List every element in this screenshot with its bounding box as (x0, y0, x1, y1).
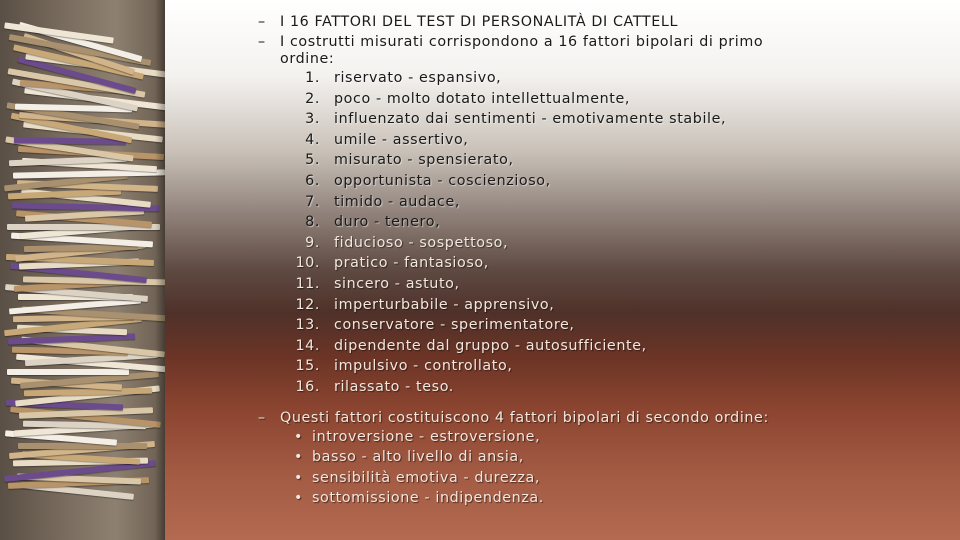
primary-factor-item (258, 253, 938, 274)
primary-factor-item (258, 295, 938, 316)
bullet-marker: • (294, 490, 304, 507)
primary-factor-item (258, 109, 938, 130)
factor-text: riservato - espansivo, (334, 70, 502, 86)
secondary-factor-list (258, 427, 938, 509)
dash-marker: – (258, 34, 266, 50)
factor-number: 11. (295, 275, 320, 292)
factor-number: 4. (305, 131, 320, 148)
factor-text: conservatore - sperimentatore, (334, 317, 575, 334)
primary-factor-item (258, 315, 938, 336)
heading-item-1 (258, 14, 938, 31)
factor-text: timido - audace, (334, 193, 461, 210)
primary-factor-item (258, 233, 938, 254)
paper-stack-photo (0, 0, 165, 540)
factor-text: fiducioso - sospettoso, (334, 234, 509, 251)
factor-number: 5. (305, 152, 320, 169)
factor-text: duro - tenero, (334, 214, 441, 231)
factor-number: 12. (295, 296, 320, 313)
factor-number: 16. (295, 378, 320, 395)
secondary-intro: Questi fattori costituiscono 4 fattori bipolari di secondo ordine: (280, 409, 769, 426)
factor-number: 1. (305, 70, 320, 86)
bullet-marker: • (294, 449, 304, 466)
primary-factor-item (258, 150, 938, 171)
secondary-factor-text: introversione - estroversione, (312, 428, 541, 445)
bullet-marker: • (294, 428, 304, 445)
slide-content (258, 14, 938, 509)
primary-factor-item (258, 356, 938, 377)
slide-title: I 16 FATTORI DEL TEST DI PERSONALITÀ DI CATTELL (280, 14, 679, 30)
primary-factor-item (258, 192, 938, 213)
factor-text: poco - molto dotato intellettualmente, (334, 90, 631, 107)
secondary-factor-item (258, 488, 938, 509)
factor-number: 8. (305, 214, 320, 231)
secondary-factor-item (258, 468, 938, 489)
secondary-factor-text: sottomissione - indipendenza. (312, 490, 544, 507)
factor-number: 10. (295, 255, 320, 272)
secondary-factor-text: basso - alto livello di ansia, (312, 449, 524, 466)
primary-factor-item (258, 377, 938, 398)
factor-number: 15. (295, 358, 320, 375)
factor-text: pratico - fantasioso, (334, 255, 489, 272)
factor-text: misurato - spensierato, (334, 152, 514, 169)
factor-text: dipendente dal gruppo - autosufficiente, (334, 337, 647, 354)
secondary-factor-item (258, 447, 938, 468)
primary-factor-list (258, 68, 938, 398)
factor-text: umile - assertivo, (334, 131, 469, 148)
dash-marker: – (258, 409, 266, 426)
primary-factor-item (258, 274, 938, 295)
bullet-marker: • (294, 469, 304, 486)
factor-text: influenzato dai sentimenti - emotivamente stabile, (334, 111, 727, 128)
factor-text: impulsivo - controllato, (334, 358, 513, 375)
factor-text: opportunista - coscienzioso, (334, 172, 551, 189)
secondary-factor-text: sensibilità emotiva - durezza, (312, 469, 540, 486)
primary-factor-item (258, 212, 938, 233)
factor-number: 13. (295, 317, 320, 334)
factor-number: 6. (305, 172, 320, 189)
photo-edge-shadow (155, 0, 165, 540)
factor-number: 3. (305, 111, 320, 128)
factor-text: imperturbabile - apprensivo, (334, 296, 555, 313)
primary-intro: I costrutti misurati corrispondono a 16 fattori bipolari di primo ordine: (280, 34, 764, 67)
heading-item-3 (258, 410, 938, 427)
primary-factor-item (258, 171, 938, 192)
primary-factor-item (258, 336, 938, 357)
primary-factor-item (258, 68, 938, 89)
factor-number: 9. (305, 234, 320, 251)
primary-factor-item (258, 89, 938, 110)
paper-sheet (18, 443, 147, 449)
factor-number: 7. (305, 193, 320, 210)
dash-marker: – (258, 14, 266, 30)
heading-item-2 (258, 34, 938, 68)
factor-number: 2. (305, 90, 320, 107)
factor-text: sincero - astuto, (334, 275, 460, 292)
factor-number: 14. (295, 337, 320, 354)
factor-text: rilassato - teso. (334, 378, 454, 395)
primary-factor-item (258, 130, 938, 151)
paper-sheet (7, 369, 129, 375)
secondary-factor-item (258, 427, 938, 448)
